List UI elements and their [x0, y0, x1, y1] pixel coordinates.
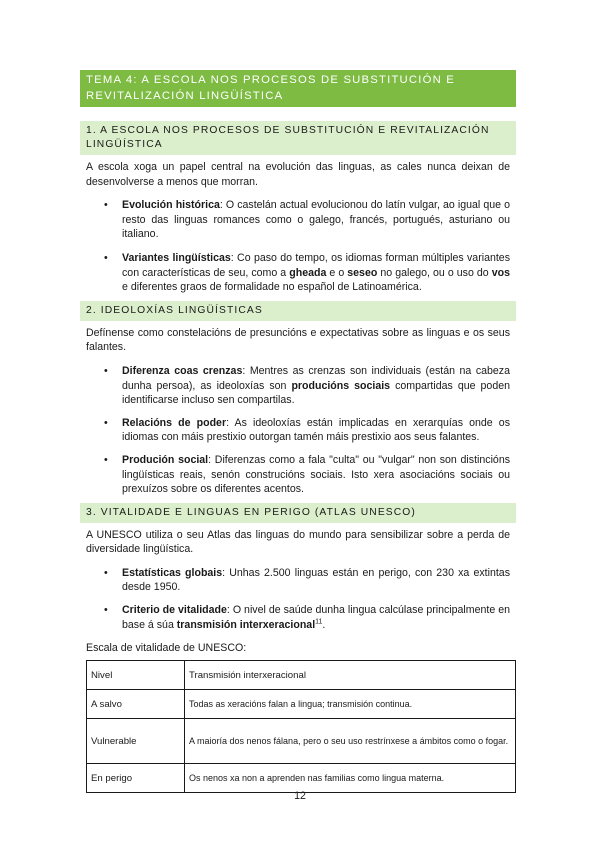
table-cell-level: A salvo: [87, 690, 185, 719]
table-header-row: [87, 661, 516, 690]
description: e o: [326, 266, 348, 279]
section-3-heading: [80, 503, 516, 523]
table-header-cell: Transmisión interxeracional: [185, 661, 516, 690]
description: : Unhas 2.500 linguas están en perigo, con 230 xa extintas desde 1950.: [122, 566, 510, 594]
list-item: [80, 364, 516, 408]
section-3-heading-text: 3. VITALIDADE E LINGUAS EN PERIGO (ATLAS UNESCO): [86, 506, 416, 518]
vitality-table: [86, 660, 516, 793]
term: Produción social: [122, 453, 209, 466]
bullet-icon: •: [104, 566, 108, 579]
description: : O nivel de saúde dunha lingua calcúlase principalmente en base á súa: [122, 604, 510, 631]
table-cell-level: Vulnerable: [87, 719, 185, 764]
term: Variantes lingüísticas: [122, 251, 231, 264]
section-1-heading-line1: 1. A ESCOLA NOS PROCESOS DE SUBSTITUCIÓN E REVITALIZACIÓN: [86, 125, 490, 136]
section-1-intro: A escola xoga un papel central na evolución das linguas, as cales nunca deixan de desenvolverse a menos que morran.: [86, 161, 510, 188]
section-2-intro: Defínense como constelacións de presuncións e expectativas sobre as linguas e os seus falantes.: [86, 326, 510, 354]
table-row: [87, 690, 516, 719]
term: Estatísticas globais: [122, 566, 223, 579]
description: : Mentres as crenzas son individuais (están na cabeza dunha persoa), as ideoloxías son: [122, 364, 510, 392]
table-caption: Escala de vitalidade de UNESCO:: [86, 642, 247, 655]
bullet-icon: •: [104, 199, 108, 212]
chapter-title-line1: TEMA 4: A ESCOLA NOS PROCESOS DE SUBSTITUCIÓN E: [86, 74, 456, 86]
document-page: [80, 70, 516, 793]
page-number: 12: [294, 790, 306, 802]
section-1-heading-line2: LINGÜÍSTICA: [86, 139, 163, 150]
bullet-icon: •: [104, 364, 108, 377]
section-2-list: [80, 364, 516, 497]
bullet-icon: •: [104, 604, 108, 617]
table-header-cell: Nivel: [87, 661, 185, 690]
description: : Diferenzas como a fala "culta" ou "vulgar" non son distincións lingüísticas reais, senón construcións sociais. Isto xera asociacións sociais ou prexuízos sobre os diferentes acentos.: [122, 453, 511, 496]
description: : As ideoloxías están implicadas en xerarquías onde os idiomas con máis prestixio outorgan tamén máis prestixio aos seus falantes.: [122, 416, 510, 444]
list-item: [80, 416, 516, 445]
description: compartidas que poden identificarse incluso sen compartilas.: [122, 379, 510, 407]
chapter-title: [80, 70, 516, 107]
term-seseo: seseo: [347, 266, 378, 279]
term-vos: vos: [491, 266, 510, 279]
description: .: [322, 618, 326, 631]
description: : O castelán actual evolucionou do latín vulgar, ao igual que o resto das linguas romances como o galego, francés, portugués, asturiano ou italiano.: [122, 199, 510, 241]
table-cell-level: En perigo: [87, 764, 185, 793]
bullet-icon: •: [104, 251, 108, 264]
table-cell-description: A maioría dos nenos fálana, pero o seu uso restrínxese a ámbitos como o fogar.: [185, 719, 516, 764]
footnote-ref[interactable]: 11: [315, 618, 323, 626]
list-item: [80, 566, 516, 595]
term: Criterio de vitalidade: [122, 604, 227, 617]
term: Evolución histórica: [122, 199, 220, 212]
term-producions: producións sociais: [291, 379, 391, 392]
table-row: [87, 764, 516, 793]
section-1-heading: [80, 121, 516, 155]
description: : Co paso do tempo, os idiomas forman múltiples variantes con características de seu, como a: [122, 251, 510, 279]
list-item: [80, 603, 516, 632]
term-gheada: gheada: [289, 266, 327, 279]
section-2-heading-text: 2. IDEOLOXÍAS LINGÜÍSTICAS: [86, 304, 263, 316]
table-row: [87, 719, 516, 764]
section-3-intro: A UNESCO utiliza o seu Atlas das linguas do mundo para sensibilizar sobre a perda de diversidade lingüística.: [86, 528, 510, 556]
list-item: [80, 251, 516, 295]
section-1-list: [80, 198, 516, 295]
list-item: [80, 198, 516, 242]
description: e diferentes graos de formalidade no español de Latinoamérica.: [122, 281, 422, 294]
list-item: [80, 453, 516, 497]
term-transmision: transmisión interxeracional: [176, 618, 316, 631]
term: Diferenza coas crenzas: [122, 364, 243, 377]
term: Relacións de poder: [122, 416, 227, 429]
table-cell-description: Os nenos xa non a aprenden nas familias como lingua materna.: [185, 764, 516, 793]
table-cell-description: Todas as xeracións falan a lingua; transmisión continua.: [185, 690, 516, 719]
chapter-title-line2: REVITALIZACIÓN LINGÜÍSTICA: [86, 90, 284, 102]
section-2-heading: [80, 301, 516, 321]
description: no galego, ou o uso do: [377, 266, 492, 279]
bullet-icon: •: [104, 453, 108, 466]
bullet-icon: •: [104, 416, 108, 429]
section-3-list: [80, 566, 516, 632]
